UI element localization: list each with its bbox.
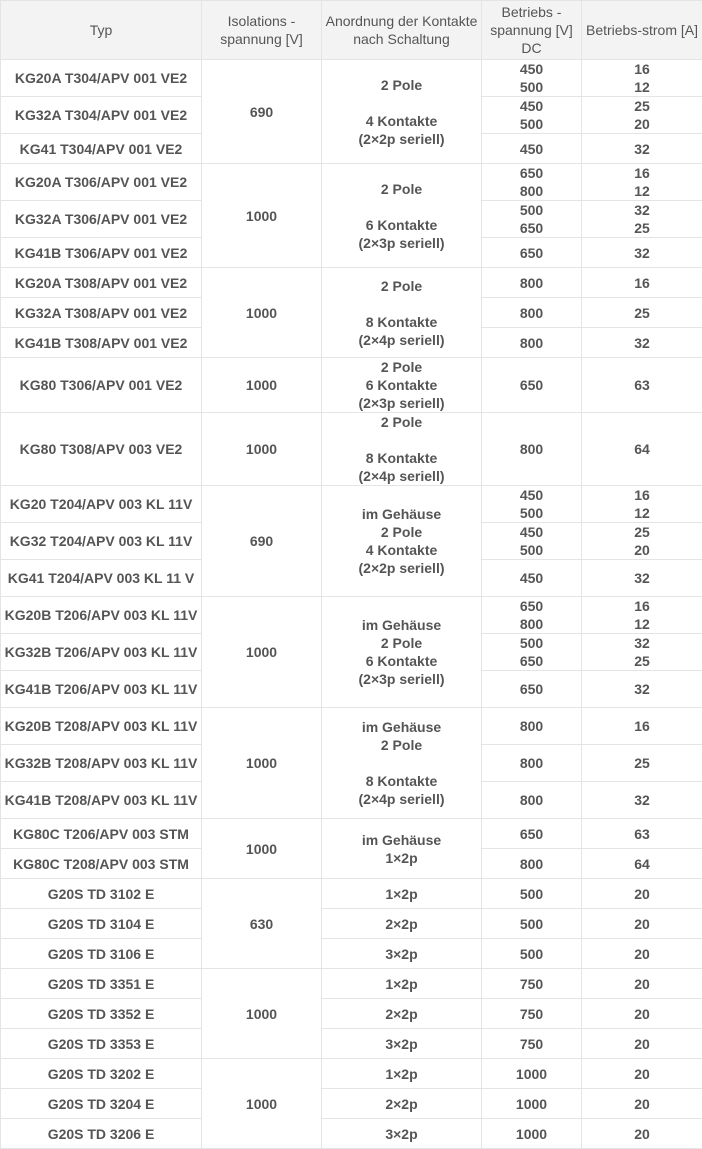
anordnung-line: 8 Kontakte xyxy=(365,313,438,330)
cell-betriebsstrom: 32 xyxy=(582,560,702,597)
table-row xyxy=(1,939,702,969)
anordnung-line: (2×3p seriell) xyxy=(358,395,445,411)
cell-isolationsspannung: 1000 xyxy=(202,969,322,1059)
value-line: 12 xyxy=(634,79,650,95)
cell-typ: KG80 T306/APV 001 VE2 xyxy=(1,358,202,413)
cell-typ: KG20A T304/APV 001 VE2 xyxy=(1,60,202,97)
cell-anordnung xyxy=(322,413,482,486)
anordnung-line: 4 Kontakte xyxy=(365,112,438,129)
cell-isolationsspannung: 1000 xyxy=(202,413,322,486)
cell-typ: KG41B T308/APV 001 VE2 xyxy=(1,328,202,358)
cell-typ: KG20B T208/APV 003 KL 11V xyxy=(1,708,202,745)
cell-betriebsspannung: 500 xyxy=(482,939,582,969)
cell-anordnung xyxy=(322,358,482,413)
cell-betriebsspannung xyxy=(482,486,582,523)
cell-isolationsspannung: 1000 xyxy=(202,597,322,708)
anordnung-line: (2×3p seriell) xyxy=(358,234,445,251)
cell-betriebsspannung: 800 xyxy=(482,708,582,745)
value-line: 450 xyxy=(519,61,544,77)
value-line: 500 xyxy=(519,505,544,521)
cell-anordnung: 3×2p xyxy=(322,1119,482,1149)
cell-betriebsspannung xyxy=(482,60,582,97)
value-line: 25 xyxy=(634,220,650,236)
cell-typ: G20S TD 3351 E xyxy=(1,969,202,999)
cell-isolationsspannung: 1000 xyxy=(202,164,322,268)
cell-betriebsspannung: 800 xyxy=(482,849,582,879)
cell-typ: KG32A T306/APV 001 VE2 xyxy=(1,201,202,238)
cell-anordnung: 1×2p xyxy=(322,969,482,999)
anordnung-line: 6 Kontakte xyxy=(365,377,438,393)
cell-betriebsstrom xyxy=(582,164,702,201)
cell-betriebsspannung xyxy=(482,523,582,560)
cell-isolationsspannung: 1000 xyxy=(202,1059,322,1149)
cell-typ: G20S TD 3204 E xyxy=(1,1089,202,1119)
value-line: 500 xyxy=(519,542,544,558)
cell-typ: KG32 T204/APV 003 KL 11V xyxy=(1,523,202,560)
cell-isolationsspannung: 690 xyxy=(202,60,322,164)
cell-betriebsspannung: 1000 xyxy=(482,1089,582,1119)
cell-betriebsspannung: 800 xyxy=(482,328,582,358)
table-row xyxy=(1,909,702,939)
cell-betriebsstrom: 16 xyxy=(582,268,702,298)
cell-isolationsspannung: 1000 xyxy=(202,268,322,358)
cell-typ: G20S TD 3352 E xyxy=(1,999,202,1029)
table-row xyxy=(1,60,702,97)
cell-anordnung xyxy=(322,486,482,597)
anordnung-line: 2 Pole xyxy=(380,76,423,93)
cell-typ: KG20 T204/APV 003 KL 11V xyxy=(1,486,202,523)
anordnung-line: (2×4p seriell) xyxy=(358,468,445,484)
table-row xyxy=(1,486,702,523)
cell-betriebsstrom: 20 xyxy=(582,879,702,909)
cell-betriebsspannung: 650 xyxy=(482,671,582,708)
header-typ: Typ xyxy=(1,1,202,60)
cell-anordnung: 2×2p xyxy=(322,1089,482,1119)
anordnung-line: (2×4p seriell) xyxy=(358,331,445,348)
value-line: 650 xyxy=(519,653,544,669)
anordnung-line: (2×2p seriell) xyxy=(358,560,445,576)
value-line: 25 xyxy=(634,524,650,540)
anordnung-line: 6 Kontakte xyxy=(365,216,438,233)
cell-betriebsspannung: 800 xyxy=(482,782,582,819)
cell-betriebsspannung: 800 xyxy=(482,298,582,328)
value-line: 500 xyxy=(519,116,544,132)
cell-typ: KG32B T206/APV 003 KL 11V xyxy=(1,634,202,671)
cell-typ: KG32B T208/APV 003 KL 11V xyxy=(1,745,202,782)
cell-typ: KG20B T206/APV 003 KL 11V xyxy=(1,597,202,634)
cell-betriebsspannung: 500 xyxy=(482,879,582,909)
anordnung-line: 4 Kontakte xyxy=(365,542,438,558)
value-line: 650 xyxy=(519,598,544,614)
cell-betriebsstrom xyxy=(582,597,702,634)
anordnung-line: 2 Pole xyxy=(380,737,423,753)
value-line: 800 xyxy=(519,183,544,199)
cell-betriebsstrom xyxy=(582,523,702,560)
table-row xyxy=(1,1029,702,1059)
header-betriebsstrom: Betriebs-strom [A] xyxy=(582,1,702,60)
anordnung-line: 2 Pole xyxy=(380,180,423,197)
cell-typ: G20S TD 3206 E xyxy=(1,1119,202,1149)
cell-typ: KG20A T306/APV 001 VE2 xyxy=(1,164,202,201)
cell-betriebsstrom: 32 xyxy=(582,782,702,819)
cell-betriebsspannung xyxy=(482,597,582,634)
header-betriebsspannung: Betriebs -spannung [V] DC xyxy=(482,1,582,60)
cell-betriebsstrom: 64 xyxy=(582,413,702,486)
cell-betriebsstrom: 20 xyxy=(582,1059,702,1089)
cell-betriebsspannung: 500 xyxy=(482,909,582,939)
cell-betriebsstrom: 25 xyxy=(582,745,702,782)
cell-betriebsspannung xyxy=(482,97,582,134)
anordnung-line: (2×4p seriell) xyxy=(358,791,445,807)
cell-typ: G20S TD 3102 E xyxy=(1,879,202,909)
table-row xyxy=(1,1119,702,1149)
table-row xyxy=(1,708,702,745)
cell-betriebsstrom: 20 xyxy=(582,1119,702,1149)
anordnung-line: im Gehäuse xyxy=(361,831,442,848)
anordnung-line: (2×3p seriell) xyxy=(358,671,445,687)
cell-betriebsstrom: 32 xyxy=(582,238,702,268)
cell-betriebsstrom: 32 xyxy=(582,671,702,708)
value-line: 16 xyxy=(634,598,650,614)
anordnung-line xyxy=(325,431,478,449)
value-line: 20 xyxy=(634,542,650,558)
anordnung-line xyxy=(325,198,478,216)
cell-typ: KG80 T308/APV 003 VE2 xyxy=(1,413,202,486)
anordnung-line: 8 Kontakte xyxy=(365,773,438,789)
cell-typ: KG20A T308/APV 001 VE2 xyxy=(1,268,202,298)
cell-typ: KG41 T204/APV 003 KL 11 V xyxy=(1,560,202,597)
cell-betriebsstrom: 20 xyxy=(582,969,702,999)
table-row xyxy=(1,164,702,201)
anordnung-line xyxy=(325,295,478,313)
cell-betriebsspannung: 1000 xyxy=(482,1119,582,1149)
value-line: 16 xyxy=(634,61,650,77)
header-isolationsspannung: Isolations -spannung [V] xyxy=(202,1,322,60)
value-line: 16 xyxy=(634,487,650,503)
cell-betriebsspannung: 450 xyxy=(482,134,582,164)
cell-anordnung xyxy=(322,164,482,268)
cell-betriebsstrom xyxy=(582,60,702,97)
anordnung-line: 2 Pole xyxy=(380,414,423,430)
cell-betriebsspannung: 650 xyxy=(482,358,582,413)
cell-typ: KG41 T304/APV 001 VE2 xyxy=(1,134,202,164)
value-line: 500 xyxy=(519,202,544,218)
cell-betriebsstrom: 16 xyxy=(582,708,702,745)
cell-isolationsspannung: 1000 xyxy=(202,819,322,879)
value-line: 450 xyxy=(519,487,544,503)
cell-typ: KG41B T206/APV 003 KL 11V xyxy=(1,671,202,708)
value-line: 12 xyxy=(634,616,650,632)
cell-betriebsspannung xyxy=(482,634,582,671)
table-row xyxy=(1,597,702,634)
cell-betriebsstrom: 32 xyxy=(582,328,702,358)
anordnung-line: im Gehäuse xyxy=(361,719,442,735)
table-row xyxy=(1,1059,702,1089)
cell-anordnung xyxy=(322,268,482,358)
table-row xyxy=(1,268,702,298)
value-line: 32 xyxy=(634,202,650,218)
value-line: 25 xyxy=(634,98,650,114)
value-line: 650 xyxy=(519,165,544,181)
cell-betriebsstrom: 20 xyxy=(582,999,702,1029)
cell-typ: KG41B T306/APV 001 VE2 xyxy=(1,238,202,268)
anordnung-line: 2 Pole xyxy=(380,524,423,540)
value-line: 20 xyxy=(634,116,650,132)
cell-betriebsstrom: 20 xyxy=(582,909,702,939)
anordnung-line: 2 Pole xyxy=(380,635,423,651)
table-row xyxy=(1,413,702,486)
table-row xyxy=(1,358,702,413)
cell-betriebsspannung: 800 xyxy=(482,745,582,782)
anordnung-line: 8 Kontakte xyxy=(365,450,438,466)
value-line: 25 xyxy=(634,653,650,669)
cell-betriebsstrom: 63 xyxy=(582,358,702,413)
anordnung-line: 2 Pole xyxy=(380,359,423,375)
cell-typ: KG41B T208/APV 003 KL 11V xyxy=(1,782,202,819)
value-line: 650 xyxy=(519,220,544,236)
anordnung-line xyxy=(325,94,478,112)
anordnung-line: 1×2p xyxy=(385,849,418,866)
cell-betriebsspannung: 650 xyxy=(482,819,582,849)
cell-betriebsstrom xyxy=(582,201,702,238)
value-line: 450 xyxy=(519,524,544,540)
cell-betriebsspannung: 800 xyxy=(482,413,582,486)
value-line: 500 xyxy=(519,635,544,651)
table-row xyxy=(1,879,702,909)
cell-betriebsstrom: 63 xyxy=(582,819,702,849)
cell-anordnung xyxy=(322,708,482,819)
value-line: 32 xyxy=(634,635,650,651)
header-row xyxy=(1,1,702,60)
cell-betriebsstrom: 25 xyxy=(582,298,702,328)
cell-typ: G20S TD 3106 E xyxy=(1,939,202,969)
cell-betriebsspannung: 1000 xyxy=(482,1059,582,1089)
value-line: 450 xyxy=(519,98,544,114)
cell-betriebsstrom: 64 xyxy=(582,849,702,879)
cell-betriebsspannung: 650 xyxy=(482,238,582,268)
cell-typ: KG80C T206/APV 003 STM xyxy=(1,819,202,849)
cell-isolationsspannung: 1000 xyxy=(202,358,322,413)
cell-anordnung: 3×2p xyxy=(322,1029,482,1059)
anordnung-line xyxy=(325,754,478,772)
cell-betriebsstrom: 20 xyxy=(582,1089,702,1119)
cell-betriebsstrom: 20 xyxy=(582,939,702,969)
table-row xyxy=(1,819,702,849)
header-anordnung: Anordnung der Kontakte nach Schaltung xyxy=(322,1,482,60)
cell-isolationsspannung: 1000 xyxy=(202,708,322,819)
anordnung-line: im Gehäuse xyxy=(361,506,442,522)
cell-betriebsspannung: 750 xyxy=(482,969,582,999)
anordnung-line: im Gehäuse xyxy=(361,617,442,633)
cell-betriebsspannung: 450 xyxy=(482,560,582,597)
anordnung-line: (2×2p seriell) xyxy=(358,130,445,147)
cell-betriebsstrom: 32 xyxy=(582,134,702,164)
anordnung-line: 2 Pole xyxy=(380,277,423,294)
cell-betriebsstrom xyxy=(582,97,702,134)
cell-betriebsspannung xyxy=(482,164,582,201)
anordnung-line: 6 Kontakte xyxy=(365,653,438,669)
cell-typ: KG80C T208/APV 003 STM xyxy=(1,849,202,879)
cell-isolationsspannung: 630 xyxy=(202,879,322,969)
table-row xyxy=(1,999,702,1029)
table-row xyxy=(1,969,702,999)
cell-betriebsspannung xyxy=(482,201,582,238)
value-line: 500 xyxy=(519,79,544,95)
cell-betriebsstrom xyxy=(582,486,702,523)
cell-typ: G20S TD 3202 E xyxy=(1,1059,202,1089)
cell-anordnung: 2×2p xyxy=(322,999,482,1029)
cell-anordnung: 1×2p xyxy=(322,1059,482,1089)
cell-anordnung xyxy=(322,597,482,708)
value-line: 800 xyxy=(519,616,544,632)
value-line: 12 xyxy=(634,505,650,521)
cell-anordnung: 1×2p xyxy=(322,879,482,909)
cell-anordnung xyxy=(322,819,482,879)
cell-typ: G20S TD 3353 E xyxy=(1,1029,202,1059)
cell-isolationsspannung: 690 xyxy=(202,486,322,597)
cell-betriebsstrom xyxy=(582,634,702,671)
cell-betriebsspannung: 800 xyxy=(482,268,582,298)
cell-anordnung: 2×2p xyxy=(322,909,482,939)
cell-typ: KG32A T308/APV 001 VE2 xyxy=(1,298,202,328)
cell-typ: G20S TD 3104 E xyxy=(1,909,202,939)
cell-anordnung xyxy=(322,60,482,164)
cell-betriebsstrom: 20 xyxy=(582,1029,702,1059)
value-line: 16 xyxy=(634,165,650,181)
cell-anordnung: 3×2p xyxy=(322,939,482,969)
cell-betriebsspannung: 750 xyxy=(482,1029,582,1059)
value-line: 12 xyxy=(634,183,650,199)
cell-typ: KG32A T304/APV 001 VE2 xyxy=(1,97,202,134)
cell-betriebsspannung: 750 xyxy=(482,999,582,1029)
table-row xyxy=(1,1089,702,1119)
